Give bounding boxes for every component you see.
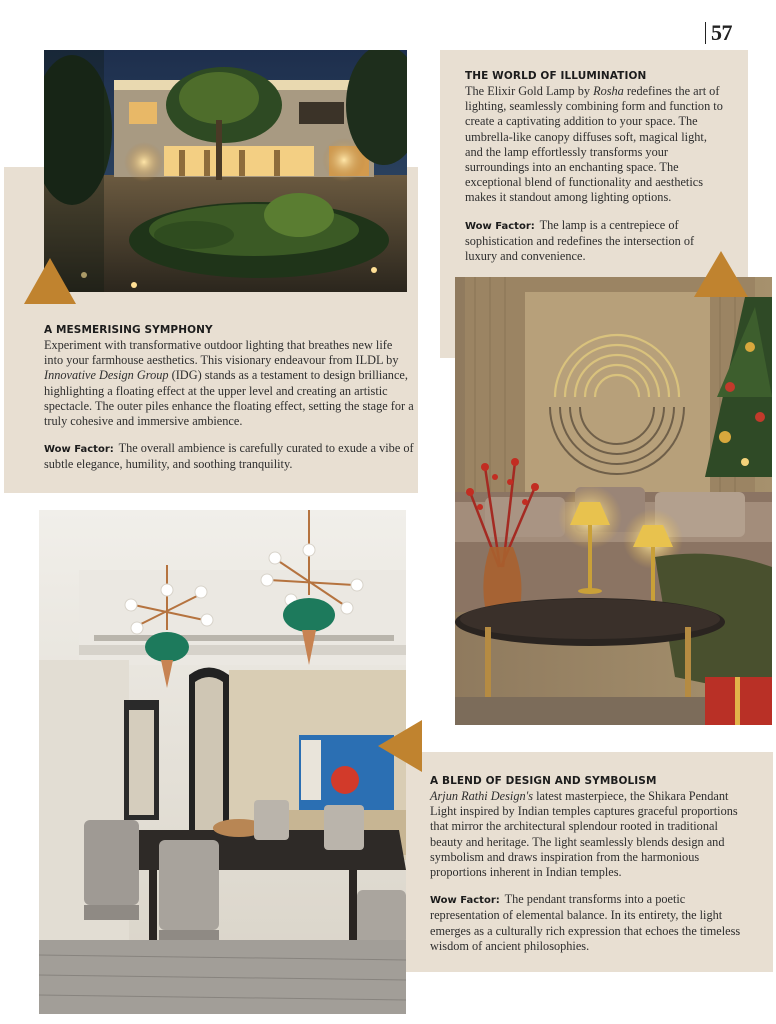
section3-designer: Arjun Rathi Design's [430, 789, 534, 803]
section1-title: A MESMERISING SYMPHONY [44, 324, 213, 336]
wow-factor-label: Wow Factor: [430, 895, 500, 907]
page-number: 57 [705, 22, 732, 44]
wow-factor-label: Wow Factor: [44, 444, 114, 456]
section1-wow: Wow Factor: The overall ambience is carefully curated to exude a vibe of subtle elegance, humility, and soothing tranquility. [44, 441, 414, 472]
section3-text [430, 775, 752, 954]
section2-brand: Rosha [593, 84, 624, 98]
section2-wow: Wow Factor: The lamp is a centrepiece of sophistication and redefines the intersection of luxury and convenience. [465, 217, 695, 264]
accent-triangle [378, 720, 422, 772]
accent-triangle [694, 251, 748, 297]
gold-lamp-living-room-photo [455, 277, 772, 725]
section3-wow: Wow Factor: The pendant transforms into a poetic representation of elemental balance. In its entirety, the light emerges as a culturally rich expression that echoes the timeless wisdom of ancient philosophies. [430, 892, 741, 953]
accent-triangle [24, 258, 76, 304]
pendant-light-dining-room-photo [39, 510, 406, 1014]
section1-body: Experiment with transformative outdoor lighting that breathes new life into your farmhouse aesthetics. This visionary endeavour from ILDL by Innovative Design Group (IDG) stands as a testament to design brilliance, highlighting a floating effect at the upper level and creating an artistic spectacle. The outer piles enhance the floating effect, setting the stage for a truly cohesive and immersive ambience. [44, 338, 414, 429]
section3-body: Arjun Rathi Design's latest masterpiece, the Shikara Pendant Light inspired by Indian temples captures graceful proportions that mirror the architectural splendour rooted in traditional beauty and heritage. The light seamlessly blends design and symbolism and draws inspiration from the harmonious proportions inherent in Indian temples. [430, 789, 738, 880]
section1-designer: Innovative Design Group [44, 368, 169, 383]
section1-text [44, 324, 414, 473]
section2-text [465, 70, 727, 264]
section2-title: THE WORLD OF ILLUMINATION [465, 70, 647, 82]
section2-body: The Elixir Gold Lamp by Rosha redefines the art of lighting, seamlessly combining form and function to create a captivating addition to your space. The umbrella-like canopy diffuses soft, magical light, and the lamp effortlessly transforms your surroundings into an enchanting space. The exceptional blend of functionality and aesthetics makes it standout among lighting options. [465, 84, 723, 205]
section3-title: A BLEND OF DESIGN AND SYMBOLISM [430, 775, 657, 787]
wow-factor-label: Wow Factor: [465, 220, 535, 232]
farmhouse-outdoor-lighting-photo [44, 50, 407, 292]
